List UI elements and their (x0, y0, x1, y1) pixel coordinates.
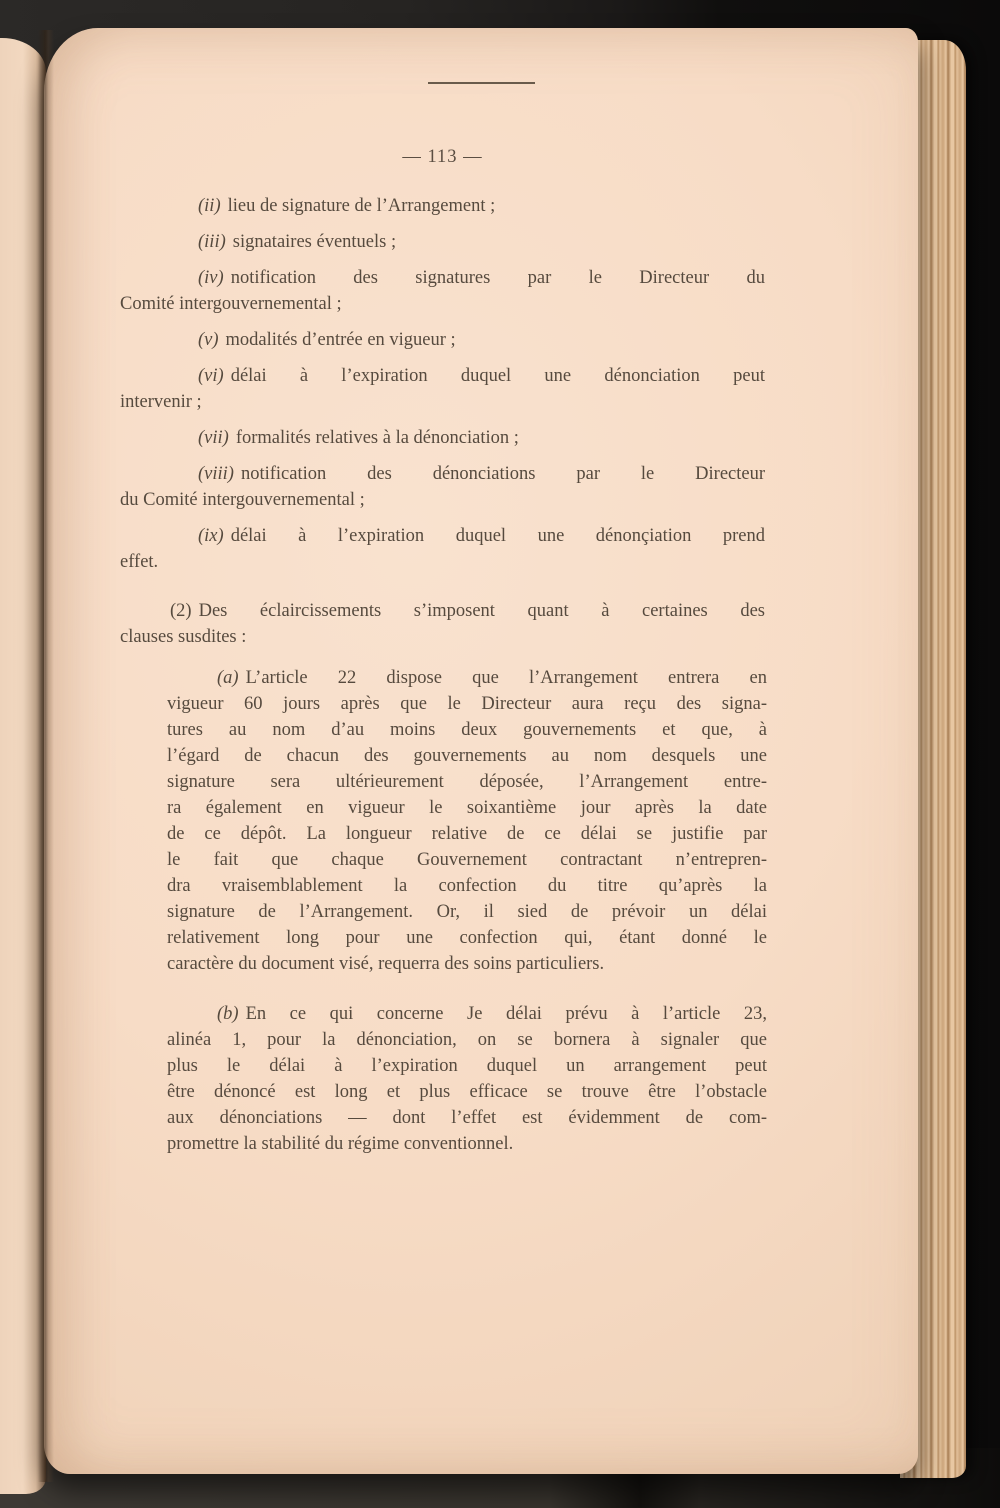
text-line: clauses susdites : (120, 627, 247, 647)
text-line: (v) modalités d’entrée en vigueur ; (198, 330, 456, 350)
text-line: tures au nom d’au moins deux gouvernements et que, à (167, 720, 767, 740)
text-line: (iii) signataires éventuels ; (198, 232, 397, 252)
text-line: ra également en vigueur le soixantième jour après la date (167, 798, 767, 818)
text-line: signature de l’Arrangement. Or, il sied de prévoir un délai (167, 902, 767, 922)
text-line: dra vraisemblablement la confection du titre qu’après la (167, 876, 767, 896)
text-line: (vi) délai à l’expiration duquel une dénonciation peut (198, 366, 765, 386)
text-column (120, 193, 765, 1157)
list-item (120, 363, 765, 415)
page-number: — 113 — (402, 147, 483, 167)
text-line: (vii) formalités relatives à la dénonciation ; (198, 428, 519, 448)
text-line: du Comité intergouvernemental ; (120, 490, 365, 510)
item-marker: (iii) (198, 232, 226, 252)
text-line: (b) En ce qui concerne Je délai prévu à l’article 23, (217, 1004, 767, 1024)
text-line: promettre la stabilité du régime conventionnel. (167, 1134, 514, 1154)
paragraph (167, 665, 767, 977)
text-line: l’égard de chacun des gouvernements au nom desquels une (167, 746, 767, 766)
text-line: (ii) lieu de signature de l’Arrangement ; (198, 196, 496, 216)
text-line: intervenir ; (120, 392, 202, 412)
list-item (120, 229, 765, 255)
list-item (120, 425, 765, 451)
text-line: (iv) notification des signatures par le Directeur du (198, 268, 765, 288)
item-marker: (b) (217, 1004, 239, 1024)
item-marker: (viii) (198, 464, 234, 484)
text-line: alinéa 1, pour la dénonciation, on se bornera à signaler que (167, 1030, 767, 1050)
item-marker: (ii) (198, 196, 221, 216)
text-line: plus le délai à l’expiration duquel un arrangement peut (167, 1056, 767, 1076)
item-marker: (vi) (198, 366, 224, 386)
paragraph (120, 598, 765, 650)
text-line: être dénoncé est long et plus efficace se trouve être l’obstacle (167, 1082, 767, 1102)
list-item (120, 193, 765, 219)
text-line: de ce dépôt. La longueur relative de ce délai se justifie par (167, 824, 767, 844)
paragraph (167, 1001, 767, 1157)
text-line: caractère du document visé, requerra des soins particuliers. (167, 954, 605, 974)
list-item (120, 523, 765, 575)
item-marker: (vii) (198, 428, 229, 448)
book-page (44, 28, 918, 1474)
text-line: (ix) délai à l’expiration duquel une dénonçiation prend (198, 526, 765, 546)
text-line: relativement long pour une confection qui, étant donné le (167, 928, 767, 948)
text-line: vigueur 60 jours après que le Directeur aura reçu des signa- (167, 694, 767, 714)
section-separator-rule (428, 82, 535, 84)
text-line: (viii) notification des dénonciations par le Directeur (198, 464, 765, 484)
list-item (120, 265, 765, 317)
list-item (120, 461, 765, 513)
item-marker: (a) (217, 668, 239, 688)
text-line: signature sera ultérieurement déposée, l’Arrangement entre- (167, 772, 767, 792)
book-gutter-shadow (38, 30, 54, 1482)
item-marker: (ix) (198, 526, 224, 546)
text-line: aux dénonciations — dont l’effet est évidemment de com- (167, 1108, 767, 1128)
text-line: effet. (120, 552, 159, 572)
list-item (120, 327, 765, 353)
text-line: (2) Des éclaircissements s’imposent quant à certaines des (170, 601, 765, 621)
text-line: (a) L’article 22 dispose que l’Arrangement entrera en (217, 668, 767, 688)
text-line: le fait que chaque Gouvernement contractant n’entrepren- (167, 850, 767, 870)
item-marker: (2) (170, 601, 192, 621)
text-line: Comité intergouvernemental ; (120, 294, 342, 314)
item-marker: (iv) (198, 268, 224, 288)
item-marker: (v) (198, 330, 219, 350)
